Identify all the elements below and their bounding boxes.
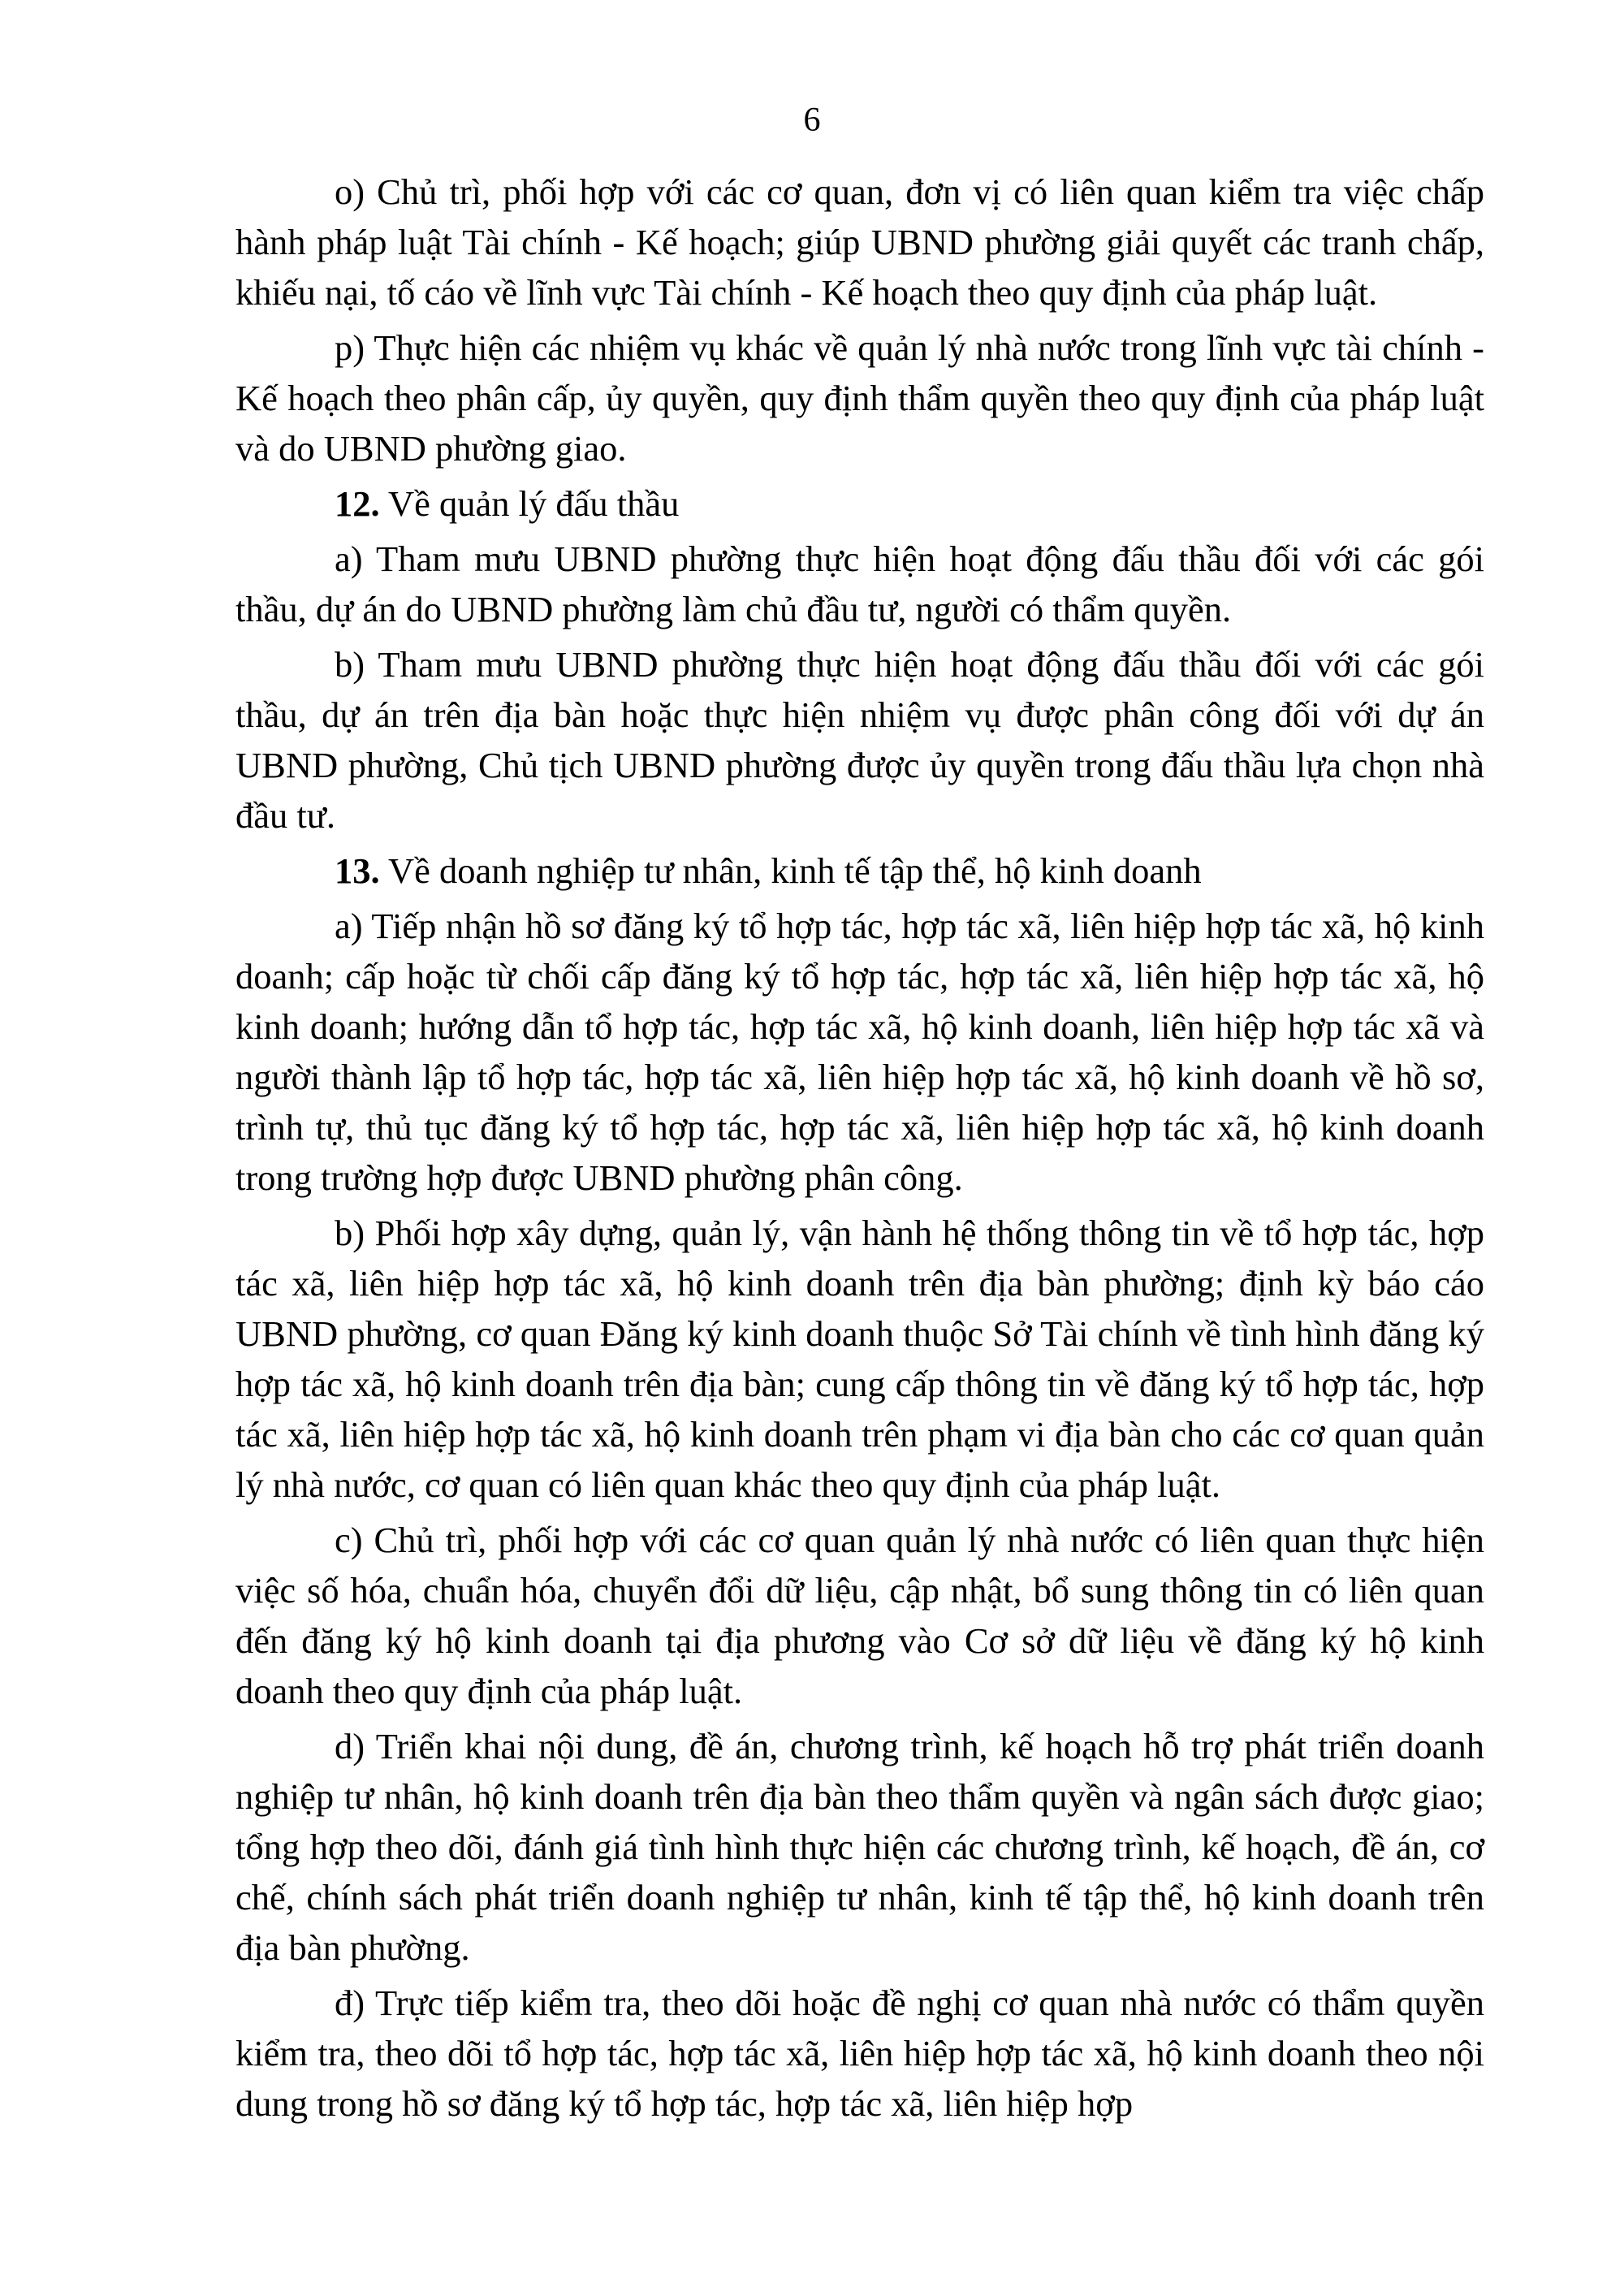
paragraph-12a: a) Tham mưu UBND phường thực hiện hoạt động đấu thầu đối với các gói thầu, dự án do UBND phường làm chủ đầu tư, người có thẩm quyền. (235, 538, 1484, 629)
paragraph-p: p) Thực hiện các nhiệm vụ khác về quản lý nhà nước trong lĩnh vực tài chính - Kế hoạch theo phân cấp, ủy quyền, quy định thẩm quyền theo quy định của pháp luật và do UBND phường giao. (235, 327, 1484, 469)
section-number: 12. (335, 483, 380, 524)
paragraph-12b: b) Tham mưu UBND phường thực hiện hoạt động đấu thầu đối với các gói thầu, dự án trên địa bàn hoặc thực hiện nhiệm vụ được phân công đối với dự án UBND phường, Chủ tịch UBND phường được ủy quyền trong đấu thầu lựa chọn nhà đầu tư. (235, 644, 1484, 836)
paragraph-13c: c) Chủ trì, phối hợp với các cơ quan quản lý nhà nước có liên quan thực hiện việc số hóa, chuẩn hóa, chuyển đổi dữ liệu, cập nhật, bổ sung thông tin có liên quan đến đăng ký hộ kinh doanh tại địa phương vào Cơ sở dữ liệu về đăng ký hộ kinh doanh theo quy định của pháp luật. (235, 1520, 1484, 1711)
section-heading-13 (235, 845, 1484, 896)
paragraph-13dd: đ) Trực tiếp kiểm tra, theo dõi hoặc đề nghị cơ quan nhà nước có thẩm quyền kiểm tra, theo dõi tổ hợp tác, hợp tác xã, liên hiệp hợp tác xã, hộ kinh doanh theo nội dung trong hồ sơ đăng ký tổ hợp tác, hợp tác xã, liên hiệp hợp (235, 1983, 1484, 2124)
paragraph-13a: a) Tiếp nhận hồ sơ đăng ký tổ hợp tác, hợp tác xã, liên hiệp hợp tác xã, hộ kinh doanh; cấp hoặc từ chối cấp đăng ký tổ hợp tác, hợp tác xã, liên hiệp hợp tác xã, hộ kinh doanh; hướng dẫn tổ hợp tác, hợp tác xã, hộ kinh doanh, liên hiệp hợp tác xã và người thành lập tổ hợp tác, hợp tác xã, liên hiệp hợp tác xã, hộ kinh doanh về hồ sơ, trình tự, thủ tục đăng ký tổ hợp tác, hợp tác xã, liên hiệp hợp tác xã, hộ kinh doanh trong trường hợp được UBND phường phân công. (235, 906, 1484, 1198)
section-heading-12 (235, 478, 1484, 529)
document-body (235, 166, 1484, 2134)
paragraph-13d: d) Triển khai nội dung, đề án, chương trình, kế hoạch hỗ trợ phát triển doanh nghiệp tư nhân, hộ kinh doanh trên địa bàn theo thẩm quyền và ngân sách được giao; tổng hợp theo dõi, đánh giá tình hình thực hiện các chương trình, kế hoạch, đề án, cơ chế, chính sách phát triển doanh nghiệp tư nhân, kinh tế tập thể, hộ kinh doanh trên địa bàn phường. (235, 1726, 1484, 1968)
page-number: 6 (803, 102, 821, 139)
section-title: Về doanh nghiệp tư nhân, kinh tế tập thể, hộ kinh doanh (379, 850, 1202, 891)
paragraph-13b: b) Phối hợp xây dựng, quản lý, vận hành hệ thống thông tin về tổ hợp tác, hợp tác xã, liên hiệp hợp tác xã, hộ kinh doanh trên địa bàn phường; định kỳ báo cáo UBND phường, cơ quan Đăng ký kinh doanh thuộc Sở Tài chính về tình hình đăng ký hợp tác xã, hộ kinh doanh trên địa bàn; cung cấp thông tin về đăng ký tổ hợp tác, hợp tác xã, liên hiệp hợp tác xã, hộ kinh doanh trên phạm vi địa bàn cho các cơ quan quản lý nhà nước, cơ quan có liên quan khác theo quy định của pháp luật. (235, 1213, 1484, 1505)
section-number: 13. (335, 850, 380, 891)
paragraph-o: o) Chủ trì, phối hợp với các cơ quan, đơn vị có liên quan kiểm tra việc chấp hành pháp luật Tài chính - Kế hoạch; giúp UBND phường giải quyết các tranh chấp, khiếu nại, tố cáo về lĩnh vực Tài chính - Kế hoạch theo quy định của pháp luật. (235, 171, 1484, 313)
section-title: Về quản lý đấu thầu (379, 483, 680, 524)
